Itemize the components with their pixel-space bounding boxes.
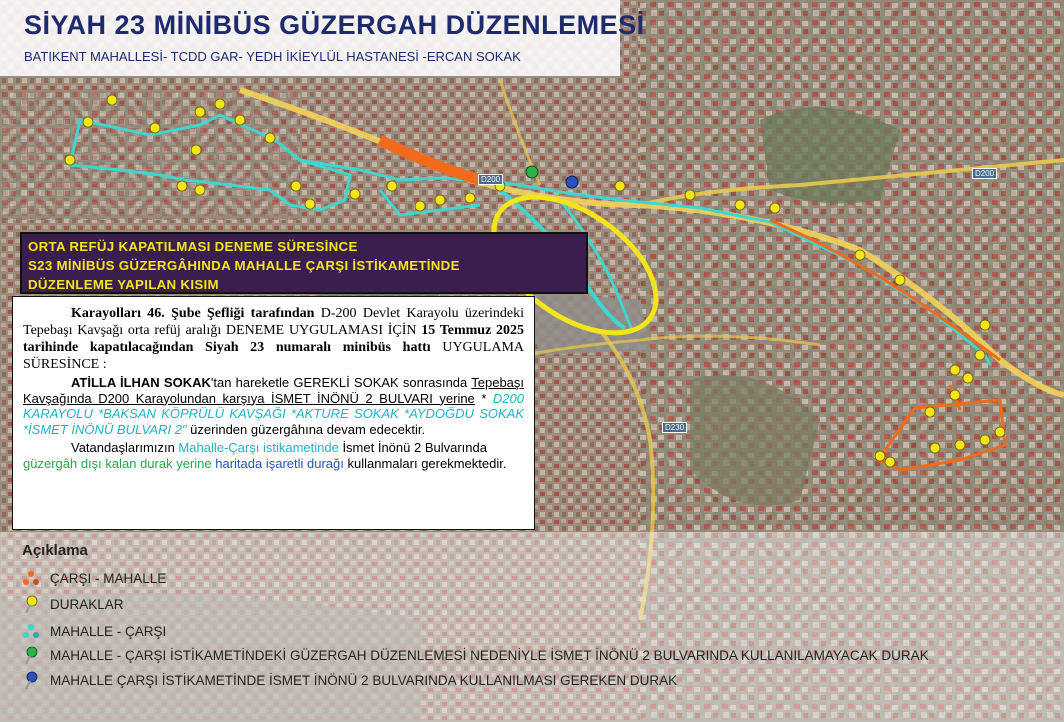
legend-label-kullanilmasi-gereken-durak: MAHALLE ÇARŞI İSTİKAMETİNDE İSMET İNÖNÜ 2 BULVARINDA KULLANILMASI GEREKEN DURAK bbox=[50, 672, 678, 688]
legend-label-kullanilamayacak-durak: MAHALLE - ÇARŞI İSTİKAMETİNDEKİ GÜZERGAH DÜZENLEMESİ NEDENİYLE İSMET İNÖNÜ 2 BULVARINDA KULLANILAMAYACAK DURAK bbox=[50, 647, 929, 663]
info-p1-c: 15 Temmuz 2025 tarihinde kapatılacağından Siyah 23 numaralı minibüs hattı bbox=[23, 323, 525, 355]
legend-title: Açıklama bbox=[22, 542, 88, 559]
legend-item-carsi-mahalle bbox=[22, 567, 166, 589]
info-p3-g: kullanmaları gerekmektedir. bbox=[343, 455, 507, 471]
yellow-pin-icon bbox=[22, 594, 40, 614]
road-label-d200-west: D200 bbox=[478, 174, 503, 185]
notice-line-1: ORTA REFÜJ KAPATILMASI DENEME SÜRESİNCE bbox=[28, 239, 358, 254]
green-pin-icon bbox=[22, 645, 40, 665]
legend-item-kullanilmasi-gereken-durak bbox=[22, 669, 677, 691]
page-title: SİYAH 23 MİNİBÜS GÜZERGAH DÜZENLEMESİ bbox=[24, 10, 645, 40]
info-p2-e: D200 KARAYOLU *BAKSAN KÖPRÜLÜ KAVŞAĞI *AKTURE SOKAK *AYDOĞDU SOKAK *İSMET İNÖNÜ BULVARI 2" bbox=[23, 390, 524, 437]
info-paragraph-3 bbox=[23, 440, 524, 471]
info-p3-d: güzergâh dışı kalan durak yerine bbox=[23, 455, 212, 471]
info-box bbox=[12, 296, 535, 530]
legend-label-mahalle-carsi: MAHALLE - ÇARŞI bbox=[50, 623, 167, 639]
info-p2-b: 'tan hareketle GEREKLİ SOKAK sonrasında bbox=[210, 375, 472, 390]
info-p3-b: Mahalle-Çarşı istikametinde bbox=[178, 440, 339, 456]
info-p2-a: ATİLLA İLHAN SOKAK bbox=[71, 375, 211, 390]
legend-item-mahalle-carsi bbox=[22, 620, 166, 642]
notice-line-2: S23 MİNİBÜS GÜZERGÂHINDA MAHALLE ÇARŞI İSTİKAMETİNDE bbox=[28, 258, 460, 273]
info-p3-a: Vatandaşlarımızın bbox=[71, 440, 179, 456]
info-paragraph-1 bbox=[23, 305, 524, 373]
blue-pin-icon bbox=[22, 670, 40, 690]
legend bbox=[0, 532, 1064, 722]
road-label-d200-east: D200 bbox=[972, 168, 997, 179]
info-p2-f: üzerinden güzergâhına devam edecektir. bbox=[186, 421, 426, 437]
info-p1-b: D-200 Devlet Karayolu üzerindeki Tepebaşı Kavşağı orta refüj aralığı DENEME UYGULAMASI İÇİN bbox=[23, 306, 524, 338]
info-p2-d: * bbox=[474, 390, 493, 406]
notice-line-3: DÜZENLEME YAPILAN KISIM bbox=[28, 277, 219, 292]
info-p1-d: UYGULAMA SÜRESİNCE : bbox=[23, 340, 525, 372]
info-p3-f: haritada işaretli durağı bbox=[215, 455, 344, 471]
notice-box bbox=[20, 232, 588, 294]
legend-label-carsi-mahalle: ÇARŞI - MAHALLE bbox=[50, 570, 167, 586]
cyan-dots-icon bbox=[22, 622, 40, 640]
title-box bbox=[0, 0, 645, 76]
road-label-d230: D230 bbox=[662, 422, 687, 433]
info-p3-c: İsmet İnönü 2 Bulvarında bbox=[338, 440, 487, 456]
orange-dots-icon bbox=[22, 569, 40, 587]
legend-item-kullanilamayacak-durak bbox=[22, 644, 929, 666]
legend-label-duraklar: DURAKLAR bbox=[50, 596, 124, 612]
legend-item-duraklar bbox=[22, 593, 124, 615]
page-subtitle: BATIKENT MAHALLESİ- TCDD GAR- YEDH İKİEYLÜL HASTANESİ -ERCAN SOKAK bbox=[24, 49, 521, 64]
info-paragraph-2 bbox=[23, 375, 524, 437]
info-p2-c: Tepebaşı Kavşağında D200 Karayolundan karşıya İSMET İNÖNÜ 2 BULVARI yerine bbox=[23, 375, 525, 406]
info-p1-a: Karayolları 46. Şube Şefliği tarafından bbox=[71, 306, 315, 321]
